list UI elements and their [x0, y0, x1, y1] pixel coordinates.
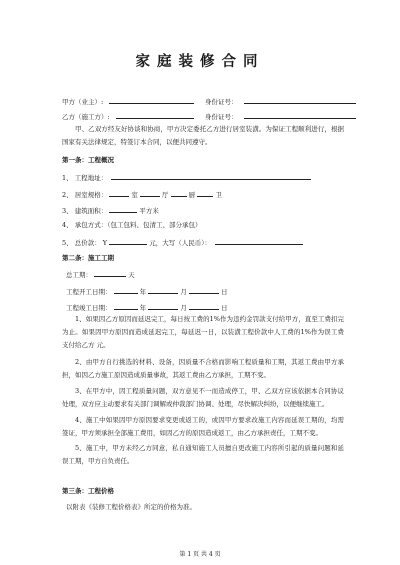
party-a-id-blank[interactable] [244, 96, 356, 104]
kitchen-count-blank[interactable] [171, 189, 187, 197]
room-layout-label: 2、 居室规格： [62, 191, 108, 199]
end-day-blank[interactable] [189, 302, 219, 310]
floor-area-blank[interactable] [109, 205, 137, 213]
total-duration-line [66, 269, 135, 280]
party-a-label: 甲方（业主）: [62, 98, 104, 106]
price-uppercase-label: 元，大写（人民币）： [149, 239, 211, 247]
party-b-id-label: 身份证号： [205, 113, 238, 121]
end-day-unit: 日 [220, 304, 228, 312]
start-date-label: 工程开工日期： [66, 288, 112, 296]
hall-count-blank[interactable] [140, 189, 160, 197]
start-day-blank[interactable] [189, 286, 219, 294]
start-day-unit: 日 [220, 288, 228, 296]
end-year-blank[interactable] [114, 302, 138, 310]
floor-area-label: 3、 建筑面积： [62, 207, 108, 215]
party-a-id-line [205, 96, 356, 107]
contract-mode-line: 4、 承包方式：（包工包料、包清工、部分承包） [62, 221, 202, 229]
start-month-blank[interactable] [148, 286, 178, 294]
page-number: 第 1 页 共 4 页 [179, 551, 221, 558]
duration-clause-3: 3、在甲方中，因工程质量问题，双方意见不一而造成停工，甲、乙双方应该依据本合同协议处理，双方应主动要求有关部门调解或仲裁部门协调、处理，尽快解决纠纷，以便继续施工。 [62, 387, 344, 408]
section1-heading: 第一条：工程概况 [62, 156, 114, 164]
duration-clause-5: 5、施工中，甲方未经乙方同意，私自通知施工人员擅自更改施工内容所引起的质量问题和延误工期，甲方自负责任。 [62, 444, 344, 465]
hall-unit: 厅 [162, 191, 169, 199]
start-date-line [66, 286, 227, 297]
bath-unit: 卫 [215, 191, 222, 199]
kitchen-unit: 厨 [188, 191, 196, 199]
section2-heading: 第二条：施工工期 [62, 254, 114, 262]
total-duration-label: 总工期： [66, 271, 92, 279]
room-count-blank[interactable] [109, 189, 129, 197]
end-date-label: 工程竣工日期： [66, 304, 112, 312]
floor-area-line [62, 205, 159, 216]
total-duration-blank[interactable] [94, 269, 126, 277]
party-b-id-blank[interactable] [244, 111, 356, 119]
total-duration-unit: 天 [128, 271, 135, 279]
duration-clause-4: 4、施工中如果因甲方原因要求变更或返工的，或因甲方要求改施工内容而延误工期的，均需签证，甲方须承担全部施工费用，如因乙方的原因造成返工，由乙方承担责任，工期不变。 [62, 416, 344, 437]
floor-area-unit: 平方米 [139, 207, 159, 215]
duration-clause-1: 1、如果因乙方原因而延迟完工，每日按工费的1%作为违约金罚款支付给甲方，直至工费扣完为止。如果因甲方原因而造成延迟完工，每延迟一日，以装潢工程价款中人工费的1%作为误工费支付给乙方 元。 [62, 315, 344, 349]
project-address-label: 1、 工程地址： [62, 174, 108, 182]
party-b-line [62, 111, 194, 122]
end-month-unit: 月 [180, 304, 187, 312]
end-year-unit: 年 [139, 304, 147, 312]
page-title: 家庭装修合同 [135, 53, 265, 70]
total-price-label: 5、 总价款： Y [62, 239, 108, 247]
room-layout-line [62, 189, 222, 200]
bath-count-blank[interactable] [197, 189, 213, 197]
project-address-blank[interactable] [111, 172, 311, 180]
project-address-line [62, 172, 311, 183]
party-b-name-blank[interactable] [116, 111, 194, 119]
duration-clause-2: 2、由甲方自行挑选的材料、设备，因质量不合格而影响工程质量和工期，其返工费由甲方承担，如因乙方施工原因造成质量事故，其返工费由乙方承担，工期不变。 [62, 358, 344, 379]
party-b-label: 乙方（施工方）: [62, 113, 110, 121]
party-a-name-blank[interactable] [109, 96, 194, 104]
price-reference-text: 以附表《装修工程价格表》所定的价格为准。 [66, 503, 196, 511]
price-uppercase-blank[interactable] [215, 237, 303, 245]
start-year-unit: 年 [139, 288, 147, 296]
party-b-id-line [205, 111, 356, 122]
total-price-line [62, 237, 303, 248]
room-unit: 室 [131, 191, 138, 199]
total-price-blank[interactable] [109, 237, 147, 245]
end-month-blank[interactable] [148, 302, 178, 310]
party-a-id-label: 身份证号： [205, 98, 238, 106]
party-a-line [62, 96, 194, 107]
start-month-unit: 月 [180, 288, 187, 296]
section3-heading: 第三条：工程价格 [62, 487, 114, 495]
start-year-blank[interactable] [114, 286, 138, 294]
preamble-paragraph: 甲、乙双方经友好协谈和协商，甲方决定委托乙方进行居室装潢。为保证工程顺利进行，根据国家有关法律规定，特签订本合同，以便共同遵守。 [62, 125, 344, 146]
end-date-line [66, 302, 227, 313]
